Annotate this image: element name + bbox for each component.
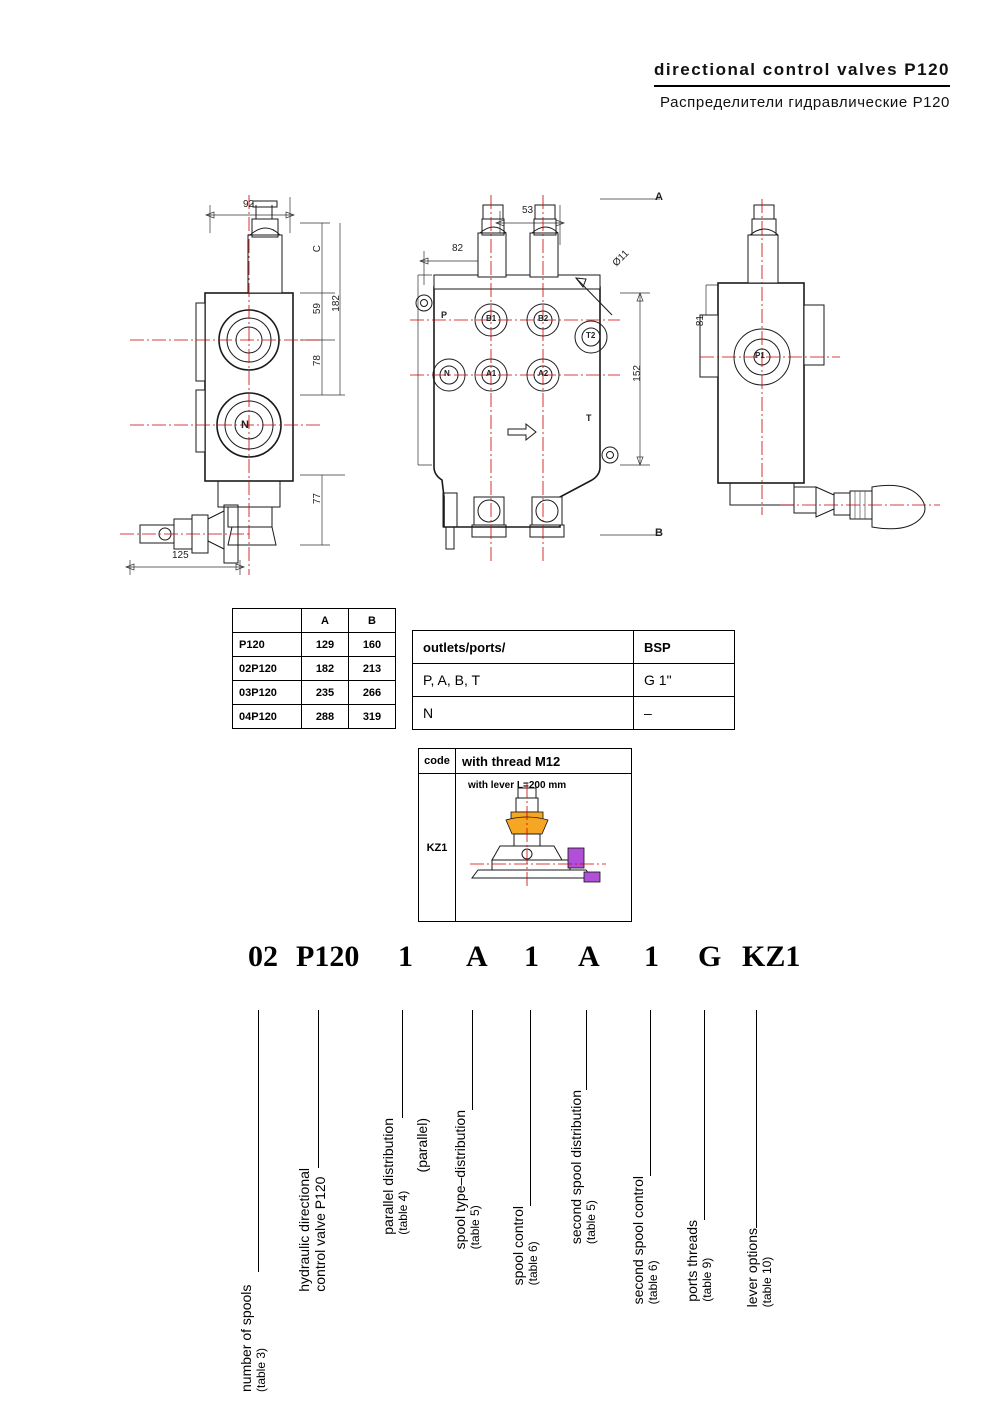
code-part-threads: G	[698, 940, 722, 973]
code-part-spool-control: 1	[524, 940, 539, 973]
legend-text: spool control	[510, 1206, 526, 1286]
code-part-spools: 02	[248, 940, 278, 973]
leader-line	[530, 1010, 531, 1206]
code-part-distribution: 1	[398, 940, 413, 973]
size-col-B: B	[349, 609, 396, 633]
technical-drawing	[0, 175, 1000, 595]
legend-subtext: (table 3)	[254, 1347, 268, 1392]
lever-box-header	[419, 749, 631, 774]
legend-subtext: (table 5)	[468, 1205, 482, 1250]
legend-second-control	[630, 1176, 660, 1304]
legend-text: second spool distribution	[568, 1090, 584, 1245]
legend-subtext: (table 4)	[396, 1190, 410, 1235]
code-part-second-control: 1	[644, 940, 659, 973]
size-table	[232, 608, 396, 729]
lever-box-figure	[456, 774, 631, 921]
legend-text: number of spools	[238, 1284, 254, 1392]
dim-125: 125	[172, 550, 189, 561]
legend-text: parallel distribution	[380, 1118, 396, 1235]
table-row	[413, 697, 735, 730]
header-rule	[654, 85, 950, 87]
size-row-name: 02P120	[233, 657, 302, 681]
dim-92: 92	[243, 199, 255, 210]
right-view	[700, 199, 940, 529]
ports-header-left: outlets/ports/	[413, 631, 634, 664]
dim-81: 81	[695, 315, 706, 327]
table-row	[233, 681, 396, 705]
header-title-en: directional control valves P120	[654, 60, 950, 79]
legend-lever-options	[744, 1228, 774, 1307]
code-legend	[0, 1010, 1000, 1400]
size-row-A: 182	[302, 657, 349, 681]
legend-text: control valve P120	[312, 1176, 328, 1292]
legend-subtext: (table 5)	[584, 1200, 598, 1245]
dim-77: 77	[312, 493, 323, 505]
size-row-name: 03P120	[233, 681, 302, 705]
code-part-second-dist: A	[578, 940, 600, 973]
label-B2: B2	[538, 314, 549, 323]
leader-line	[756, 1010, 757, 1228]
label-P1-right: P1	[755, 351, 765, 360]
label-T2: T2	[586, 331, 596, 340]
lever-figure-svg	[456, 774, 632, 899]
size-row-name: P120	[233, 633, 302, 657]
table-row	[233, 609, 396, 633]
label-P-front: P	[441, 310, 448, 320]
label-T-front: T	[586, 413, 592, 423]
label-N-left: N	[241, 419, 249, 431]
legend-text: spool type–distribution	[452, 1110, 468, 1250]
legend-spool-type	[452, 1110, 482, 1249]
dim-C: C	[312, 245, 323, 253]
code-part-valve: P120	[296, 940, 360, 973]
size-row-B: 319	[349, 705, 396, 729]
size-row-A: 129	[302, 633, 349, 657]
label-A-front: A	[655, 191, 663, 203]
leader-line	[402, 1010, 403, 1118]
ports-cell-ports: P, A, B, T	[413, 664, 634, 697]
label-B1: B1	[486, 314, 497, 323]
dim-78: 78	[312, 355, 323, 367]
leader-line	[318, 1010, 319, 1168]
lever-box-code-value: KZ1	[419, 774, 456, 921]
legend-subtext: (table 6)	[526, 1241, 540, 1286]
legend-text: second spool control	[630, 1176, 646, 1305]
leader-line	[586, 1010, 587, 1090]
label-N-front: N	[444, 369, 450, 378]
leader-line	[704, 1010, 705, 1220]
legend-second-distribution	[568, 1090, 598, 1244]
dim-152: 152	[632, 365, 643, 382]
leader-line	[472, 1010, 473, 1110]
ports-table	[412, 630, 735, 730]
legend-text: hydraulic directional	[296, 1168, 312, 1292]
ports-cell-ports: N	[413, 697, 634, 730]
table-row	[233, 705, 396, 729]
lever-box-code-header: code	[419, 749, 456, 773]
table-row	[413, 664, 735, 697]
legend-ports-threads	[684, 1220, 714, 1302]
label-A2: A2	[538, 369, 549, 378]
legend-subtext: (table 9)	[700, 1257, 714, 1302]
legend-distribution-note: (parallel)	[414, 1118, 430, 1173]
drawing-svg	[0, 175, 1000, 595]
code-part-lever: KZ1	[742, 940, 801, 973]
label-A1: A1	[486, 369, 497, 378]
dim-82: 82	[452, 243, 464, 254]
size-row-B: 266	[349, 681, 396, 705]
dim-59: 59	[312, 303, 323, 315]
legend-text: ports threads	[684, 1220, 700, 1302]
legend-spools	[238, 1272, 268, 1392]
lever-box-caption: with lever L=200 mm	[468, 780, 567, 791]
order-code-string	[0, 940, 1000, 1010]
size-row-A: 288	[302, 705, 349, 729]
size-row-B: 160	[349, 633, 396, 657]
document-header	[654, 60, 950, 111]
lever-box-body	[419, 774, 631, 921]
table-row	[413, 631, 735, 664]
ports-cell-bsp: G 1"	[634, 664, 735, 697]
size-row-A: 235	[302, 681, 349, 705]
ports-header-right: BSP	[634, 631, 735, 664]
size-col-blank	[233, 609, 302, 633]
leader-line	[650, 1010, 651, 1176]
dim-53: 53	[522, 205, 534, 216]
legend-spool-control	[510, 1206, 540, 1285]
legend-subtext: (table 10)	[760, 1256, 774, 1308]
table-row	[233, 657, 396, 681]
dim-182: 182	[331, 295, 342, 312]
dim-dia11: Ø11	[610, 248, 632, 269]
lever-option-box	[418, 748, 632, 922]
size-row-B: 213	[349, 657, 396, 681]
label-B-front: B	[655, 527, 663, 539]
table-row	[233, 633, 396, 657]
legend-distribution	[380, 1118, 410, 1235]
header-title-ru: Распределители гидравлические P120	[660, 94, 950, 111]
lever-box-thread-header: with thread M12	[462, 753, 561, 769]
code-part-spool-type: A	[466, 940, 488, 973]
legend-text: lever options	[744, 1228, 760, 1308]
size-col-A: A	[302, 609, 349, 633]
legend-subtext: (table 6)	[646, 1260, 660, 1305]
size-row-name: 04P120	[233, 705, 302, 729]
leader-line	[258, 1010, 259, 1272]
ports-cell-bsp: –	[634, 697, 735, 730]
legend-valve	[296, 1168, 328, 1292]
